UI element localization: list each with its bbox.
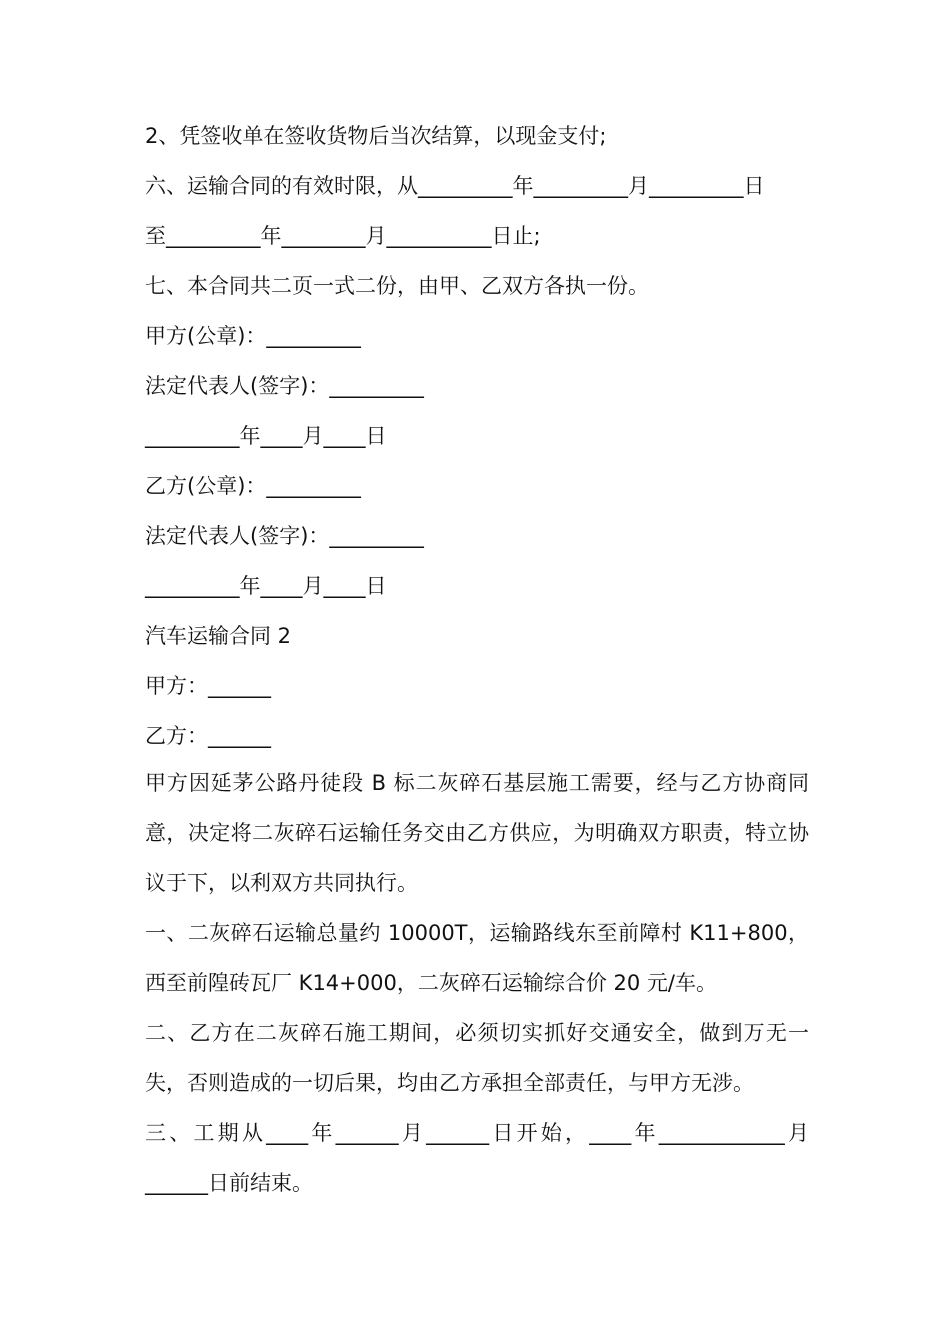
party-b-seal: 乙方(公章)：_________ <box>145 474 361 498</box>
validity-period-end: 至_________年________月__________日止; <box>145 224 541 248</box>
clause-3-paragraph: 三、工期从____年______月______日开始，____年____________月______日前结束。 <box>145 1121 809 1195</box>
party-a-seal: 甲方(公章)：_________ <box>145 324 361 348</box>
party-b-date: _________年____月____日 <box>145 574 387 598</box>
party-a-field: 甲方：______ <box>145 674 271 698</box>
validity-period-clause: 六、运输合同的有效时限，从_________年_________月_________日 <box>145 174 765 198</box>
party-a-representative: 法定代表人(签字)：_________ <box>145 374 424 398</box>
party-b-field: 乙方：______ <box>145 724 271 748</box>
party-b-representative: 法定代表人(签字)：_________ <box>145 524 424 548</box>
clause-1-paragraph: 一、二灰碎石运输总量约 10000T，运输路线东至前障村 K11+800，西至前隍砖瓦厂 K14+000，二灰碎石运输综合价 20 元/车。 <box>145 921 809 995</box>
contract-title: 汽车运输合同 2 <box>145 624 292 648</box>
clause-2-paragraph: 二、乙方在二灰碎石施工期间，必须切实抓好交通安全，做到万无一失，否则造成的一切后果，均由乙方承担全部责任，与甲方无涉。 <box>145 1021 809 1095</box>
settlement-clause: 2、凭签收单在签收货物后当次结算，以现金支付; <box>145 124 607 148</box>
copies-clause: 七、本合同共二页一式二份，由甲、乙双方各执一份。 <box>145 274 649 298</box>
preamble-paragraph: 甲方因延茅公路丹徒段 B 标二灰碎石基层施工需要，经与乙方协商同意，决定将二灰碎石运输任务交由乙方供应，为明确双方职责，特立协议于下，以利双方共同执行。 <box>145 771 809 895</box>
party-a-date: _________年____月____日 <box>145 424 387 448</box>
